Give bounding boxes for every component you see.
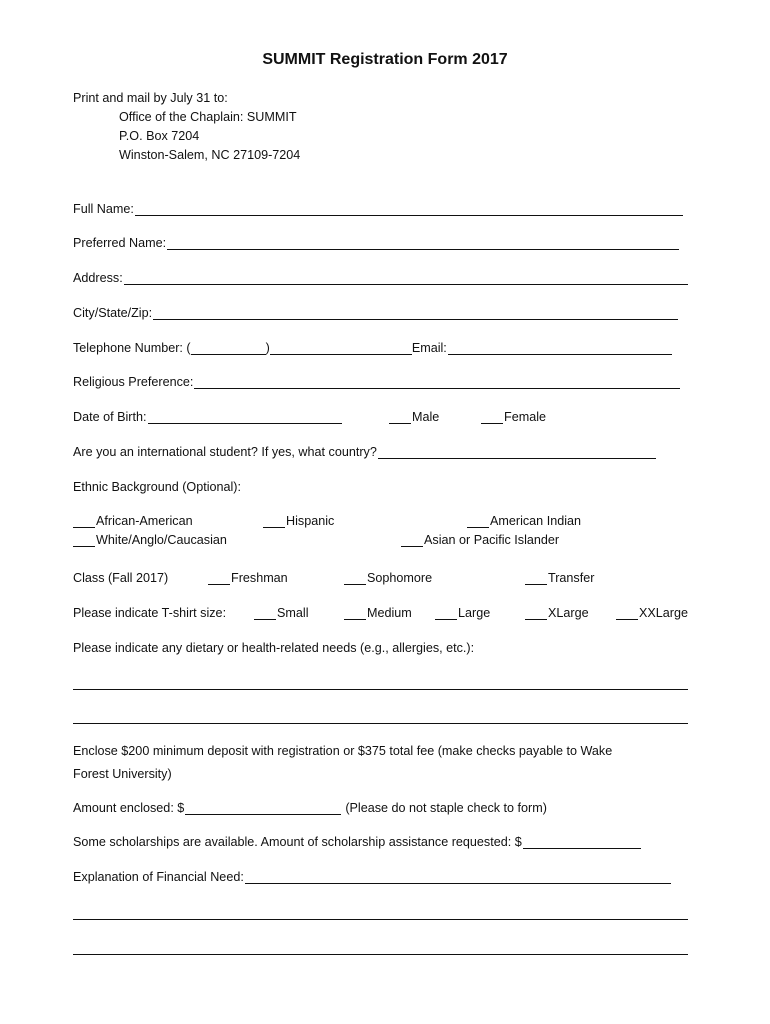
- dietary-needs-line-1[interactable]: [73, 689, 688, 690]
- white-blank[interactable]: [73, 533, 95, 547]
- religious-preference-label: Religious Preference:: [73, 375, 194, 389]
- international-label: Are you an international student? If yes, what country?: [73, 445, 377, 459]
- dietary-needs-label: Please indicate any dietary or health-related needs (e.g., allergies, etc.):: [73, 641, 475, 655]
- financial-need-label: Explanation of Financial Need:: [73, 870, 244, 884]
- male-label: Male: [412, 410, 440, 424]
- mailing-address-line-2: P.O. Box 7204: [119, 129, 200, 143]
- preferred-name-row: [73, 236, 679, 250]
- ethnic-white-option: [73, 533, 227, 547]
- full-name-row: [73, 202, 683, 216]
- date-of-birth-field[interactable]: [148, 410, 342, 424]
- african-american-blank[interactable]: [73, 514, 95, 528]
- white-label: White/Anglo/Caucasian: [96, 533, 227, 547]
- asian-blank[interactable]: [401, 533, 423, 547]
- sophomore-blank[interactable]: [344, 571, 366, 585]
- religious-preference-field[interactable]: [194, 375, 680, 389]
- sophomore-label: Sophomore: [367, 571, 433, 585]
- scholarship-amount-field[interactable]: [523, 835, 641, 849]
- religious-preference-row: [73, 375, 680, 389]
- mailing-address-line-3: Winston-Salem, NC 27109-7204: [119, 148, 301, 162]
- address-row: [73, 271, 688, 285]
- email-label: Email:: [411, 341, 447, 355]
- freshman-label: Freshman: [231, 571, 288, 585]
- telephone-email-row: [73, 341, 672, 355]
- ethnic-american-indian-option: [467, 514, 581, 528]
- amount-enclosed-label: Amount enclosed: $: [73, 801, 185, 815]
- scholarship-label: Some scholarships are available. Amount of scholarship assistance requested: $: [73, 835, 522, 849]
- class-transfer-option: [525, 571, 594, 585]
- asian-label: Asian or Pacific Islander: [424, 533, 560, 547]
- amount-enclosed-row: [73, 801, 547, 815]
- amount-enclosed-field[interactable]: [185, 801, 341, 815]
- deposit-instructions-line-2: Forest University): [73, 767, 172, 781]
- preferred-name-field[interactable]: [167, 236, 679, 250]
- full-name-label: Full Name:: [73, 202, 134, 216]
- gender-male-option: [389, 410, 439, 424]
- xxlarge-blank[interactable]: [616, 606, 638, 620]
- medium-blank[interactable]: [344, 606, 366, 620]
- tshirt-xxlarge-option: [616, 606, 688, 620]
- city-state-zip-label: City/State/Zip:: [73, 306, 153, 320]
- financial-need-line-2[interactable]: [73, 919, 688, 920]
- tshirt-medium-option: [344, 606, 412, 620]
- mailing-intro: Print and mail by July 31 to:: [73, 91, 228, 105]
- amount-enclosed-note: (Please do not staple check to form): [345, 801, 547, 815]
- deposit-instructions-line-1: Enclose $200 minimum deposit with registration or $375 total fee (make checks payable to Wake: [73, 744, 613, 758]
- telephone-close-paren: ): [265, 341, 270, 355]
- ethnic-background-label: Ethnic Background (Optional):: [73, 480, 242, 494]
- ethnic-asian-option: [401, 533, 559, 547]
- tshirt-large-option: [435, 606, 490, 620]
- class-freshman-option: [208, 571, 288, 585]
- date-of-birth-label: Date of Birth:: [73, 410, 147, 424]
- small-label: Small: [277, 606, 309, 620]
- large-label: Large: [458, 606, 491, 620]
- small-blank[interactable]: [254, 606, 276, 620]
- area-code-field[interactable]: [191, 341, 266, 355]
- transfer-blank[interactable]: [525, 571, 547, 585]
- transfer-label: Transfer: [548, 571, 595, 585]
- tshirt-small-option: [254, 606, 309, 620]
- african-american-label: African-American: [96, 514, 193, 528]
- medium-label: Medium: [367, 606, 412, 620]
- full-name-field[interactable]: [135, 202, 683, 216]
- financial-need-line-3[interactable]: [73, 954, 688, 955]
- scholarship-row: [73, 835, 641, 849]
- city-state-zip-row: [73, 306, 678, 320]
- american-indian-label: American Indian: [490, 514, 582, 528]
- female-label: Female: [504, 410, 546, 424]
- address-field[interactable]: [124, 271, 688, 285]
- gender-female-option: [481, 410, 546, 424]
- address-label: Address:: [73, 271, 123, 285]
- hispanic-label: Hispanic: [286, 514, 335, 528]
- city-state-zip-field[interactable]: [153, 306, 678, 320]
- class-sophomore-option: [344, 571, 432, 585]
- international-row: [73, 445, 656, 459]
- dietary-needs-line-2[interactable]: [73, 723, 688, 724]
- financial-need-row: [73, 870, 671, 884]
- ethnic-hispanic-option: [263, 514, 334, 528]
- male-checkbox-blank[interactable]: [389, 410, 411, 424]
- email-field[interactable]: [448, 341, 672, 355]
- financial-need-field[interactable]: [245, 870, 671, 884]
- xlarge-blank[interactable]: [525, 606, 547, 620]
- ethnic-african-american-option: [73, 514, 193, 528]
- international-country-field[interactable]: [378, 445, 656, 459]
- class-label: Class (Fall 2017): [73, 571, 169, 585]
- telephone-field[interactable]: [270, 341, 412, 355]
- female-checkbox-blank[interactable]: [481, 410, 503, 424]
- freshman-blank[interactable]: [208, 571, 230, 585]
- american-indian-blank[interactable]: [467, 514, 489, 528]
- tshirt-label: Please indicate T-shirt size:: [73, 606, 227, 620]
- xxlarge-label: XXLarge: [639, 606, 689, 620]
- xlarge-label: XLarge: [548, 606, 589, 620]
- telephone-label: Telephone Number: (: [73, 341, 191, 355]
- date-of-birth-row: [73, 410, 342, 424]
- large-blank[interactable]: [435, 606, 457, 620]
- mailing-address-line-1: Office of the Chaplain: SUMMIT: [119, 110, 297, 124]
- hispanic-blank[interactable]: [263, 514, 285, 528]
- tshirt-xlarge-option: [525, 606, 589, 620]
- form-title: SUMMIT Registration Form 2017: [262, 51, 508, 68]
- preferred-name-label: Preferred Name:: [73, 236, 167, 250]
